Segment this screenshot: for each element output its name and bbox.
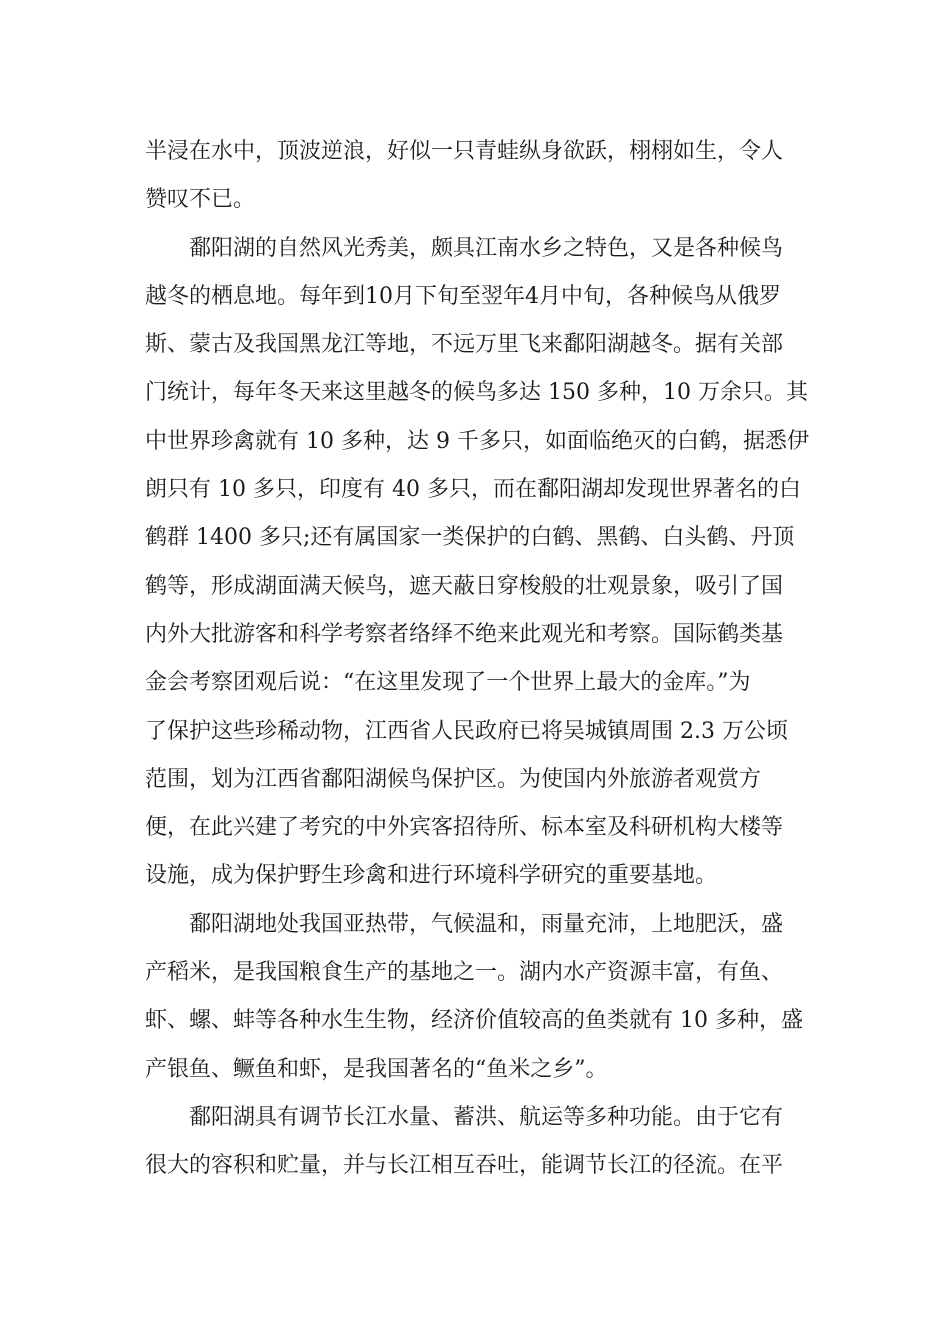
text-line: 朗只有 10 多只，印度有 40 多只，而在鄱阳湖却发现世界著名的白 xyxy=(145,477,801,503)
text-line: 鹤等，形成湖面满天候鸟，遮天蔽日穿梭般的壮观景象，吸引了国 xyxy=(145,573,784,599)
text-line: 中世界珍禽就有 10 多种，达 9 千多只，如面临绝灭的白鹤，据悉伊 xyxy=(145,428,809,454)
text-line: 便，在此兴建了考究的中外宾客招待所、标本室及科研机构大楼等 xyxy=(145,815,784,841)
body-text xyxy=(145,128,808,1191)
text-line: 半浸在水中，顶波逆浪，好似一只青蛙纵身欲跃，栩栩如生，令人 xyxy=(145,139,784,164)
text-line: 金会考察团观后说：“在这里发现了一个世界上最大的金库。”为 xyxy=(145,670,751,696)
text-line: 虾、螺、蚌等各种水生生物，经济价值较高的鱼类就有 10 多种，盛 xyxy=(145,1008,803,1034)
text-line: 很大的容积和贮量，并与长江相互吞吐，能调节长江的径流。在平 xyxy=(145,1153,784,1179)
text-line: 赞叹不已。 xyxy=(145,187,256,213)
text-line: 产银鱼、鳜鱼和虾，是我国著名的“鱼米之乡”。 xyxy=(145,1056,608,1082)
paragraph xyxy=(145,1094,808,1191)
text-line: 鹤群 1400 多只;还有属国家一类保护的白鹤、黑鹤、白头鹤、丹顶 xyxy=(145,525,795,551)
text-line: 斯、蒙古及我国黑龙江等地，不远万里飞来鄱阳湖越冬。据有关部 xyxy=(145,332,784,358)
text-line: 内外大批游客和科学考察者络绎不绝来此观光和考察。国际鹤类基 xyxy=(145,621,784,647)
text-line: 越冬的栖息地。每年到10月下旬至翌年4月中旬，各种候鸟从俄罗 xyxy=(145,283,781,309)
text-line: 范围，划为江西省鄱阳湖候鸟保护区。为使国内外旅游者观赏方 xyxy=(145,766,762,792)
text-line: 鄱阳湖的自然风光秀美，颇具江南水乡之特色，又是各种候鸟 xyxy=(189,235,784,261)
text-line: 鄱阳湖地处我国亚热带，气候温和，雨量充沛，上地肥沃，盛 xyxy=(189,911,784,937)
text-line: 鄱阳湖具有调节长江水量、蓄洪、航运等多种功能。由于它有 xyxy=(189,1104,784,1130)
text-line: 产稻米，是我国粮食生产的基地之一。湖内水产资源丰富，有鱼、 xyxy=(145,960,784,986)
paragraph xyxy=(145,225,808,901)
paragraph xyxy=(145,128,808,225)
text-line: 了保护这些珍稀动物，江西省人民政府已将吴城镇周围 2.3 万公顷 xyxy=(145,718,788,744)
text-line: 设施，成为保护野生珍禽和进行环境科学研究的重要基地。 xyxy=(145,863,718,889)
text-line: 门统计，每年冬天来这里越冬的候鸟多达 150 多种，10 万余只。其 xyxy=(145,380,808,406)
paragraph xyxy=(145,901,808,1094)
